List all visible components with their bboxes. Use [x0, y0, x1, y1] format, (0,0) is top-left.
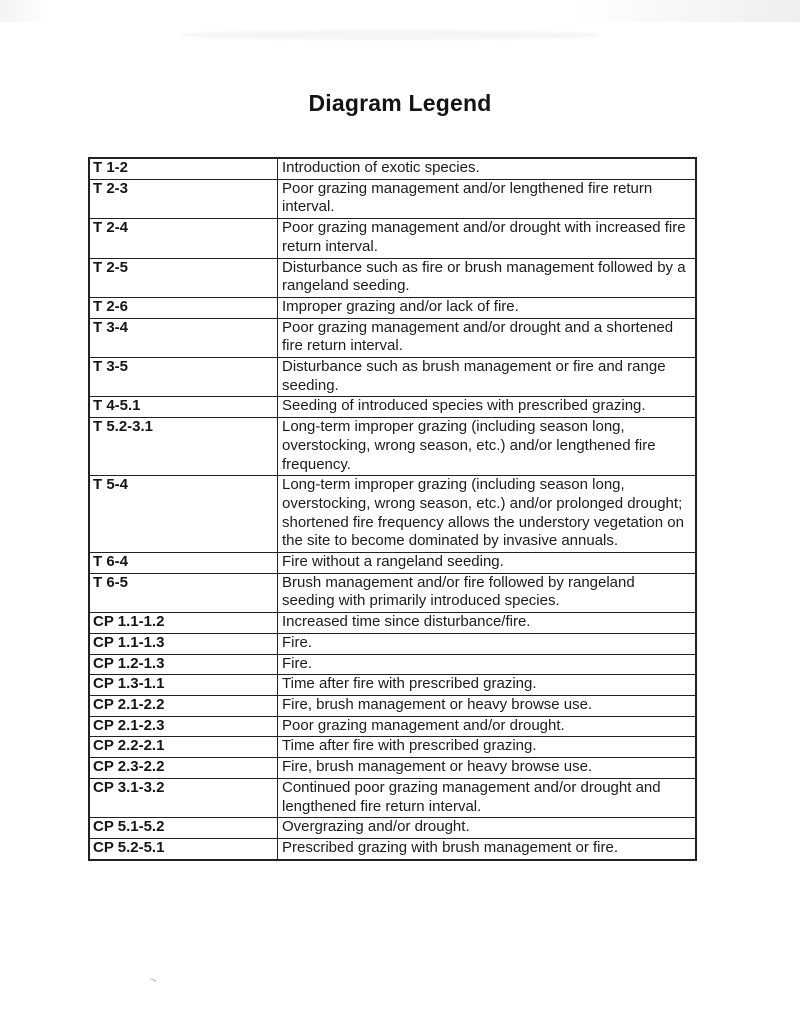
code-cell: T 5.2-3.1	[89, 418, 278, 476]
table-row	[89, 654, 696, 675]
description-cell: Fire, brush management or heavy browse use.	[278, 695, 697, 716]
code-cell: T 3-4	[89, 318, 278, 357]
description-cell: Poor grazing management and/or drought and a shortened fire return interval.	[278, 318, 697, 357]
table-row	[89, 258, 696, 297]
code-cell: T 2-5	[89, 258, 278, 297]
code-cell: T 2-4	[89, 219, 278, 258]
description-cell: Poor grazing management and/or drought with increased fire return interval.	[278, 219, 697, 258]
legend-table	[88, 157, 697, 861]
code-cell: CP 2.3-2.2	[89, 758, 278, 779]
table-row	[89, 158, 696, 179]
code-cell: CP 1.1-1.2	[89, 613, 278, 634]
description-cell: Time after fire with prescribed grazing.	[278, 675, 697, 696]
code-cell: CP 5.2-5.1	[89, 838, 278, 859]
code-cell: CP 1.2-1.3	[89, 654, 278, 675]
code-cell: T 2-3	[89, 179, 278, 218]
table-row	[89, 613, 696, 634]
table-row	[89, 737, 696, 758]
table-row	[89, 675, 696, 696]
table-row	[89, 838, 696, 859]
description-cell: Long-term improper grazing (including season long, overstocking, wrong season, etc.) and/or prolonged drought; shortened fire frequency allows the understory vegetation on the site to become dominated by invasive annuals.	[278, 476, 697, 553]
code-cell: T 1-2	[89, 158, 278, 179]
description-cell: Introduction of exotic species.	[278, 158, 697, 179]
table-row	[89, 318, 696, 357]
description-cell: Fire.	[278, 654, 697, 675]
code-cell: CP 2.2-2.1	[89, 737, 278, 758]
description-cell: Disturbance such as fire or brush management followed by a rangeland seeding.	[278, 258, 697, 297]
scan-artifact	[180, 30, 600, 40]
description-cell: Disturbance such as brush management or fire and range seeding.	[278, 358, 697, 397]
table-row	[89, 716, 696, 737]
description-cell: Poor grazing management and/or drought.	[278, 716, 697, 737]
code-cell: T 6-4	[89, 553, 278, 574]
description-cell: Time after fire with prescribed grazing.	[278, 737, 697, 758]
table-row	[89, 553, 696, 574]
code-cell: CP 1.1-1.3	[89, 633, 278, 654]
code-cell: CP 2.1-2.3	[89, 716, 278, 737]
table-row	[89, 818, 696, 839]
description-cell: Poor grazing management and/or lengthened fire return interval.	[278, 179, 697, 218]
code-cell: CP 1.3-1.1	[89, 675, 278, 696]
code-cell: CP 3.1-3.2	[89, 778, 278, 817]
page-title: Diagram Legend	[308, 90, 492, 116]
table-row	[89, 633, 696, 654]
description-cell: Long-term improper grazing (including season long, overstocking, wrong season, etc.) and/or lengthened fire frequency.	[278, 418, 697, 476]
table-row	[89, 695, 696, 716]
description-cell: Increased time since disturbance/fire.	[278, 613, 697, 634]
table-row	[89, 778, 696, 817]
code-cell: T 3-5	[89, 358, 278, 397]
description-cell: Continued poor grazing management and/or drought and lengthened fire return interval.	[278, 778, 697, 817]
code-cell: T 4-5.1	[89, 397, 278, 418]
scan-artifact	[148, 978, 157, 987]
description-cell: Brush management and/or fire followed by rangeland seeding with primarily introduced species.	[278, 573, 697, 612]
table-row	[89, 476, 696, 553]
table-row	[89, 397, 696, 418]
description-cell: Overgrazing and/or drought.	[278, 818, 697, 839]
code-cell: T 2-6	[89, 297, 278, 318]
code-cell: T 5-4	[89, 476, 278, 553]
table-row	[89, 179, 696, 218]
table-row	[89, 573, 696, 612]
code-cell: CP 2.1-2.2	[89, 695, 278, 716]
table-row	[89, 219, 696, 258]
table-row	[89, 758, 696, 779]
description-cell: Seeding of introduced species with prescribed grazing.	[278, 397, 697, 418]
code-cell: CP 5.1-5.2	[89, 818, 278, 839]
scan-artifact	[0, 0, 800, 22]
table-row	[89, 297, 696, 318]
table-row	[89, 418, 696, 476]
description-cell: Fire.	[278, 633, 697, 654]
description-cell: Improper grazing and/or lack of fire.	[278, 297, 697, 318]
description-cell: Fire without a rangeland seeding.	[278, 553, 697, 574]
code-cell: T 6-5	[89, 573, 278, 612]
description-cell: Fire, brush management or heavy browse use.	[278, 758, 697, 779]
description-cell: Prescribed grazing with brush management or fire.	[278, 838, 697, 859]
table-row	[89, 358, 696, 397]
